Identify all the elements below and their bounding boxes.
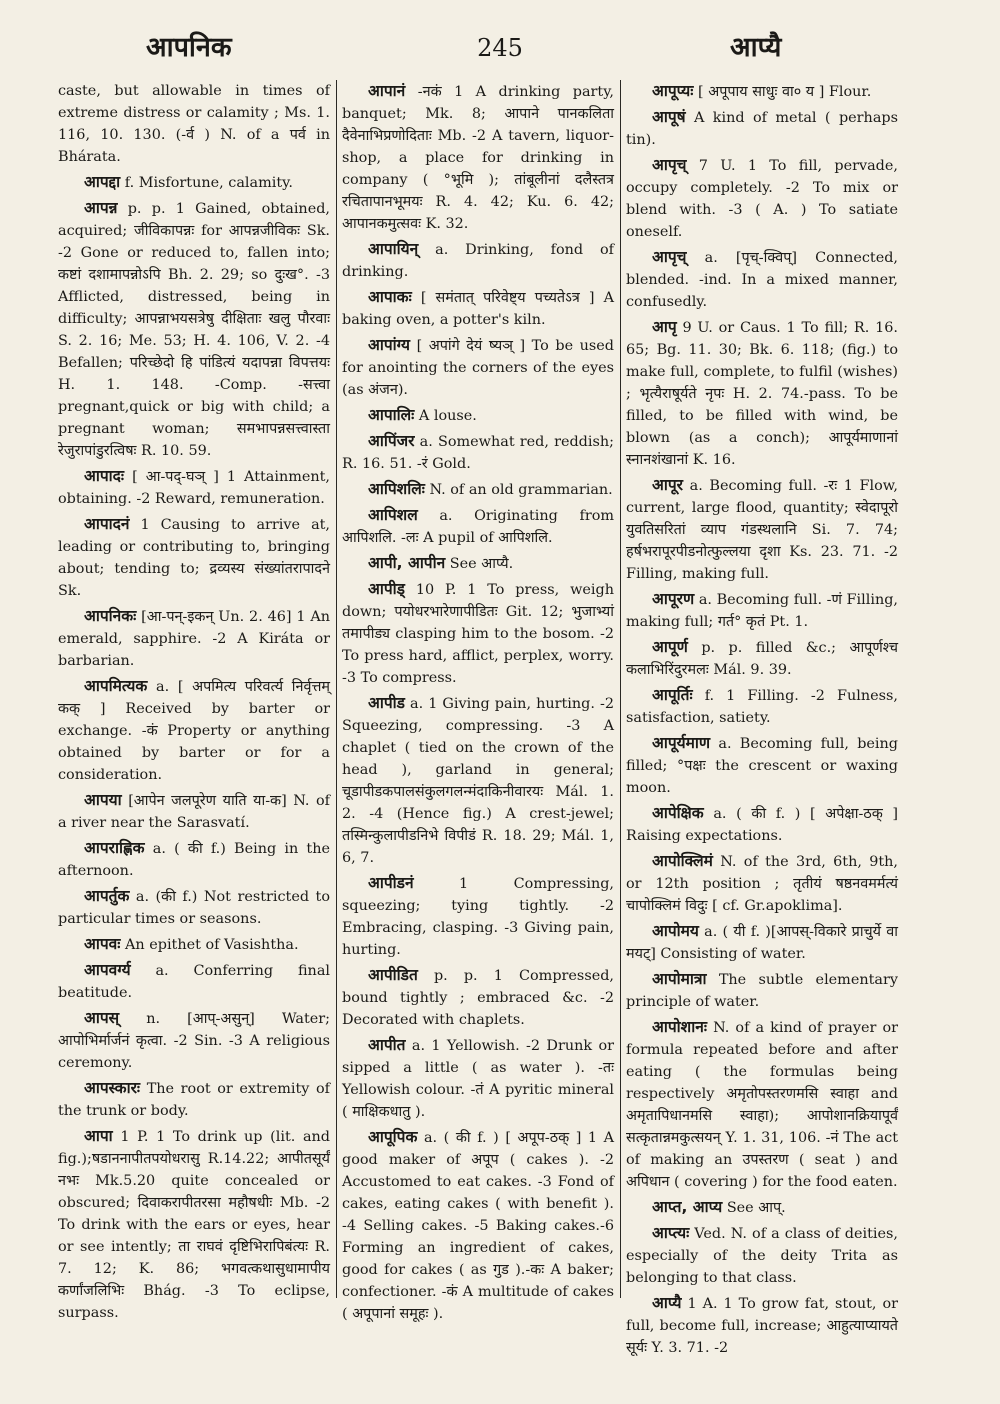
entry-headword: आपूर्ण xyxy=(652,638,688,656)
dictionary-entry xyxy=(342,578,614,689)
entry-headword: आपादः xyxy=(84,467,125,485)
entry-headword: आपृच् xyxy=(652,248,687,266)
dictionary-entry xyxy=(626,106,898,151)
entry-headword: आपूर xyxy=(652,476,683,494)
guide-word-right: आप्यै xyxy=(730,32,782,63)
entry-definition: a. Originating from आपिशलि. -लः A pupil of आपिशलि. xyxy=(342,508,615,546)
dictionary-entry xyxy=(626,732,898,799)
dictionary-entry xyxy=(626,968,898,1013)
entry-headword: आपालिः xyxy=(368,406,415,424)
entry-headword: आपवर्ग्य xyxy=(84,961,131,979)
entry-definition: f. 1 Filling. -2 Fulness, satisfaction, satiety. xyxy=(626,688,898,726)
entry-headword: आपोमात्रा xyxy=(652,970,707,988)
entry-headword: आपूरण xyxy=(652,590,695,608)
dictionary-entry xyxy=(626,1222,898,1289)
entry-headword: आपीड xyxy=(368,694,405,712)
entry-definition: a. ( यी f. )[आपस्-विकारे प्राचुर्ये वा मयट्] Consisting of water. xyxy=(626,924,898,962)
entry-definition: caste, but allowable in times of extreme distress or calamity ; Ms. 1. 116, 10. 130. (-र्व ) N. of a पर्व in Bhárata. xyxy=(58,83,330,165)
entry-definition: 1 Compressing, squeezing; tying tightly. -2 Embracing, clasping. -3 Giving pain, hurting. xyxy=(342,876,614,958)
entry-headword: आपृ xyxy=(652,318,677,336)
entry-headword: आपमित्यक xyxy=(84,677,148,695)
entry-definition: See आप्यै. xyxy=(449,556,514,572)
entry-definition: a. 1 Giving pain, hurting. -2 Squeezing, compressing. -3 A chaplet ( tied on the crown of the head ), garland in general; चूडापीडकपालसंकुलगलन्मंदाकिनीवारयः Mál. 1. 2. -4 (Hence fig.) A crest-jewel; तस्मिन्कुलापीडनिभे विपीडं R. 18. 29; Mál. 1, 6, 7. xyxy=(342,696,615,866)
entry-headword: आपद्दा xyxy=(84,173,121,191)
entry-headword: आपवः xyxy=(84,935,121,953)
dictionary-entry xyxy=(58,933,330,956)
dictionary-entry xyxy=(58,885,330,930)
entry-headword: आपानं xyxy=(368,82,406,100)
dictionary-entry xyxy=(342,872,614,961)
entry-definition: A louse. xyxy=(418,408,477,424)
dictionary-entry xyxy=(58,1077,330,1122)
dictionary-column-1 xyxy=(58,80,331,1321)
entry-definition: a. Becoming full. -रः 1 Flow, current, large flood, quantity; स्वेदापूरो युवतिसरितां व्याप गंडस्थलानि Si. 7. 74; हर्षभरापूरपीडनोत्फुल्लया दृशा Ks. 23. 71. -2 Filling, making full. xyxy=(626,478,898,582)
entry-headword: आपिशल xyxy=(368,506,418,524)
entry-definition: a. [ अपमित्य परिवर्त्य निर्वृत्तम् कक् ] Received by barter or exchange. -कं Property or anything obtained by barter or for a consideration. xyxy=(58,679,330,783)
entry-headword: आपूर्तिः xyxy=(652,686,693,704)
dictionary-column-3 xyxy=(626,80,899,1356)
dictionary-entry xyxy=(626,1016,898,1193)
entry-definition: [आ-पन्-इकन् Un. 2. 46] 1 An emerald, sapphire. -2 A Kiráta or barbarian. xyxy=(58,609,330,669)
dictionary-entry xyxy=(58,789,330,834)
entry-definition: A kind of metal ( perhaps tin). xyxy=(626,110,898,148)
entry-definition: N. of the 3rd, 6th, 9th, or 12th position ; तृतीयं षष्ठनवमर्मत्यं चापोक्लिमं विदुः [ cf. Gr.apoklima]. xyxy=(626,854,899,914)
entry-headword: आपीडनं xyxy=(368,874,414,892)
dictionary-entry xyxy=(342,1034,614,1123)
entry-definition: a. (की f.) Not restricted to particular times or seasons. xyxy=(58,889,330,927)
entry-headword: आपनिकः xyxy=(84,607,137,625)
dictionary-entry xyxy=(342,964,614,1031)
entry-definition: p. p. 1 Gained, obtained, acquired; जीविकापन्नः for आपन्नजीविकः Sk. -2 Gone or reduced to, fallen into; कष्टां दशामापन्नोऽपि Bh. 2. 29; so दुःख°. -3 Afflicted, distressed, being in difficulty; आपन्नाभयसत्रेषु दीक्षिताः खलु पौरवाः S. 2. 16; Me. 53; H. 4. 106, V. 2. -4 Befallen; परिच्छेदो हि पांडित्यं यदापन्ना विपत्तयः H. 1. 148. -Comp. -सत्त्वा pregnant,quick or big with child; a pregnant woman; समभापन्नसत्त्वास्ता रेजुरापांडुरत्विषः R. 10. 59. xyxy=(58,201,331,459)
entry-headword: आपूपिक xyxy=(368,1128,418,1146)
entry-headword: आपोमय xyxy=(652,922,699,940)
dictionary-entry xyxy=(626,80,898,103)
entry-definition: [आपेन जलपूरेण याति या-क] N. of a river near the Sarasvatí. xyxy=(58,793,330,831)
entry-headword: आपाकः xyxy=(368,288,412,306)
entry-headword: आप्त्यः xyxy=(652,1224,690,1242)
entry-definition: 1 P. 1 To drink up (lit. and fig.);षडाननापीतपयोधरासु R.14.22; आपीतसूर्यं नभः Mk.5.20 quite concealed or obscured; दिवाकरापीतरसा महौषधीः Mb. -2 To drink with the ears or eyes, hear or see intently; ता राघवं दृष्टिभिरापिबंत्यः R. 7. 12; K. 86; भगवत्कथासुधामापीय कर्णांजलिभिः Bhág. -3 To eclipse, surpass. xyxy=(58,1129,331,1321)
dictionary-entry xyxy=(342,334,614,401)
dictionary-entry xyxy=(58,1007,330,1074)
dictionary-entry xyxy=(626,684,898,729)
dictionary-entry xyxy=(58,513,330,602)
dictionary-entry xyxy=(58,837,330,882)
entry-headword: आपृच् xyxy=(652,156,687,174)
entry-definition: 9 U. or Caus. 1 To fill; R. 16. 65; Bg. 11. 30; Bk. 6. 118; (fig.) to make full, complete, to fulfil (wishes) ; भृत्यैराषूर्यते नृपः H. 2. 74.-pass. To be filled, to be filled with wind, be blown (as a conch); आपूर्यमाणानां स्नानशंखानां K. 16. xyxy=(626,320,898,468)
column-divider xyxy=(620,80,621,1298)
dictionary-entry xyxy=(342,430,614,475)
entry-definition: a. Drinking, fond of drinking. xyxy=(342,242,614,280)
dictionary-entry xyxy=(342,286,614,331)
entry-headword: आपीत xyxy=(368,1036,406,1054)
entry-definition: f. Misfortune, calamity. xyxy=(124,175,293,191)
entry-definition: a. [पृच्-क्विप्] Connected, blended. -ind. In a mixed manner, confusedly. xyxy=(626,250,898,310)
entry-headword: आपीडित xyxy=(368,966,418,984)
entry-headword: आपोक्लिमं xyxy=(652,852,713,870)
entry-definition: [ अपूपाय साधुः वा० य ] Flour. xyxy=(698,84,872,100)
entry-headword: आपा xyxy=(84,1127,113,1145)
entry-headword: आप्त, आप्य xyxy=(652,1198,723,1216)
entry-definition: a. ( की f. ) [ अपेक्षा-ठक् ] Raising expectations. xyxy=(626,806,898,844)
entry-definition: n. [आप्-असुन्] Water; आपोभिर्मार्जनं कृत्वा. -2 Sin. -3 A religious ceremony. xyxy=(58,1011,331,1071)
entry-definition: [ अपांगे देयं ष्यञ् ] To be used for anointing the corners of the eyes (as अंजन). xyxy=(342,338,615,398)
entry-headword: आपया xyxy=(84,791,122,809)
dictionary-entry xyxy=(58,465,330,510)
entry-definition: 1 Causing to arrive at, leading or contributing to, bringing about; tending to; द्रव्यस्य संख्यांतरापादने Sk. xyxy=(58,517,331,599)
entry-headword: आपिशलिः xyxy=(368,480,425,498)
dictionary-entry xyxy=(342,552,614,575)
entry-definition: a. Conferring final beatitude. xyxy=(58,963,330,1001)
entry-definition: a. ( की f.) Being in the afternoon. xyxy=(58,841,331,879)
entry-definition: a. ( की f. ) [ अपूप-ठक् ] 1 A good maker of अपूप ( cakes ). -2 Accustomed to eat cakes. -3 Fond of cakes, eating cakes ( with benefit ). -4 Selling cakes. -5 Baking cakes.-6 Forming an ingredient of cakes, good for cakes ( as गुड ).-कः A baker; confectioner. -कं A multitude of cakes ( अपूपानां समूहः ). xyxy=(342,1130,614,1322)
entry-headword: आपेक्षिक xyxy=(652,804,704,822)
entry-definition: p. p. filled &c.; आपूर्णश्च कलाभिरिंदुरमलः Mál. 9. 39. xyxy=(626,640,899,678)
entry-headword: आपिंजर xyxy=(368,432,415,450)
guide-word-left: आपनिक xyxy=(146,32,232,63)
entry-headword: आपायिन् xyxy=(368,240,419,258)
dictionary-entry xyxy=(58,171,330,194)
dictionary-entry xyxy=(342,238,614,283)
dictionary-entry xyxy=(626,588,898,633)
dictionary-entry xyxy=(58,605,330,672)
entry-headword: आपी, आपीन xyxy=(368,554,446,572)
entry-definition: a. Becoming full. -णं Filling, making full; गर्त° कृतं Pt. 1. xyxy=(626,592,898,630)
entry-definition: [ समंतात् परिवेष्ट्य पच्यतेऽत्र ] A baking oven, a potter's kiln. xyxy=(342,290,615,328)
entry-definition: [ आ-पद्-घञ् ] 1 Attainment, obtaining. -2 Reward, remuneration. xyxy=(58,469,330,507)
dictionary-entry xyxy=(626,154,898,243)
entry-headword: आपादनं xyxy=(84,515,130,533)
entry-definition: N. of a kind of prayer or formula repeated before and after eating ( the formulas being respectively अमृतोपस्तरणमसि स्वाहा and अमृतापिधानमसि स्वाहा); आपोशानक्रियापूर्वं सत्कृतान्नमकुत्सयन् Y. 1. 31, 106. -नं The act of making an उपस्तरण ( seat ) and अपिधान ( covering ) for the food eaten. xyxy=(626,1020,899,1190)
entry-definition: The subtle elementary principle of water. xyxy=(626,972,898,1010)
entry-headword: आपोशानः xyxy=(652,1018,707,1036)
dictionary-entry xyxy=(626,636,898,681)
entry-headword: आप्यै xyxy=(652,1294,682,1312)
entry-definition: The root or extremity of the trunk or body. xyxy=(58,1081,330,1119)
dictionary-entry xyxy=(626,920,898,965)
entry-headword: आपन्न xyxy=(84,199,118,217)
dictionary-entry xyxy=(342,1126,614,1325)
dictionary-column-2 xyxy=(342,80,615,1322)
dictionary-entry xyxy=(58,197,330,462)
entry-definition: p. p. 1 Compressed, bound tightly ; embraced &c. -2 Decorated with chaplets. xyxy=(342,968,615,1028)
dictionary-entry xyxy=(342,692,614,869)
entry-headword: आपीड् xyxy=(368,580,405,598)
entry-definition: 7 U. 1 To fill, pervade, occupy completely. -2 To mix or blend with. -3 ( A. ) To satiate oneself. xyxy=(626,158,898,240)
entry-definition: N. of an old grammarian. xyxy=(429,482,613,498)
column-divider xyxy=(336,80,337,1298)
entry-definition: -नकं 1 A drinking party, banquet; Mk. 8; आपाने पानकलिता दैवेनाभिप्रणोदिताः Mb. -2 A tavern, liquor-shop, a place for drinking in company ( °भूमि ); तांबूलीनां दलैस्तत्र रचितापानभूमयः R. 4. 42; Ku. 6. 42; आपानकमुत्सवः K. 32. xyxy=(342,84,614,232)
entry-headword: आपूप्यः xyxy=(652,82,694,100)
dictionary-entry xyxy=(58,675,330,786)
dictionary-entry xyxy=(342,504,614,549)
entry-definition: a. 1 Yellowish. -2 Drunk or sipped a little ( as water ). -तः Yellowish colour. -तं A pyritic mineral ( माक्षिकधातु ). xyxy=(342,1038,615,1120)
page-number: 245 xyxy=(477,34,523,62)
dictionary-entry xyxy=(58,80,330,168)
entry-headword: आपस्कारः xyxy=(84,1079,141,1097)
page-header xyxy=(0,28,1000,76)
dictionary-entry xyxy=(626,1292,898,1359)
entry-definition: a. Becoming full, being filled; °पक्षः the crescent or waxing moon. xyxy=(626,736,898,796)
dictionary-entry xyxy=(342,404,614,427)
entry-headword: आपर्तुक xyxy=(84,887,130,905)
entry-headword: आपूषं xyxy=(652,108,686,126)
dictionary-entry xyxy=(626,246,898,313)
dictionary-entry xyxy=(626,474,898,585)
entry-headword: आपराह्णिक xyxy=(84,839,145,857)
dictionary-entry xyxy=(58,959,330,1004)
dictionary-entry xyxy=(626,802,898,847)
dictionary-entry xyxy=(342,80,614,235)
entry-headword: आपस् xyxy=(84,1009,120,1027)
entry-headword: आपूर्यमाण xyxy=(652,734,711,752)
dictionary-entry xyxy=(626,316,898,471)
dictionary-entry xyxy=(342,478,614,501)
entry-definition: Ved. N. of a class of deities, especially of the deity Trita as belonging to that class. xyxy=(626,1226,899,1286)
entry-definition: a. Somewhat red, reddish; R. 16. 51. -रं Gold. xyxy=(342,434,614,472)
dictionary-entry xyxy=(626,850,898,917)
entry-definition: See आप्. xyxy=(726,1200,786,1216)
entry-definition: An epithet of Vasishtha. xyxy=(124,937,299,953)
entry-definition: 10 P. 1 To press, weigh down; पयोधरभारेणापीडितः Git. 12; भुजाभ्यां तमापीड्य clasping him to the bosom. -2 To press hard, afflict, perplex, worry. -3 To compress. xyxy=(342,582,614,686)
dictionary-entry xyxy=(626,1196,898,1219)
dictionary-entry xyxy=(58,1125,330,1324)
entry-definition: 1 A. 1 To grow fat, stout, or full, become full, increase; आहुत्याप्यायते सूर्यः Y. 3. 71. -2 xyxy=(626,1296,898,1356)
entry-headword: आपांग्य xyxy=(368,336,411,354)
